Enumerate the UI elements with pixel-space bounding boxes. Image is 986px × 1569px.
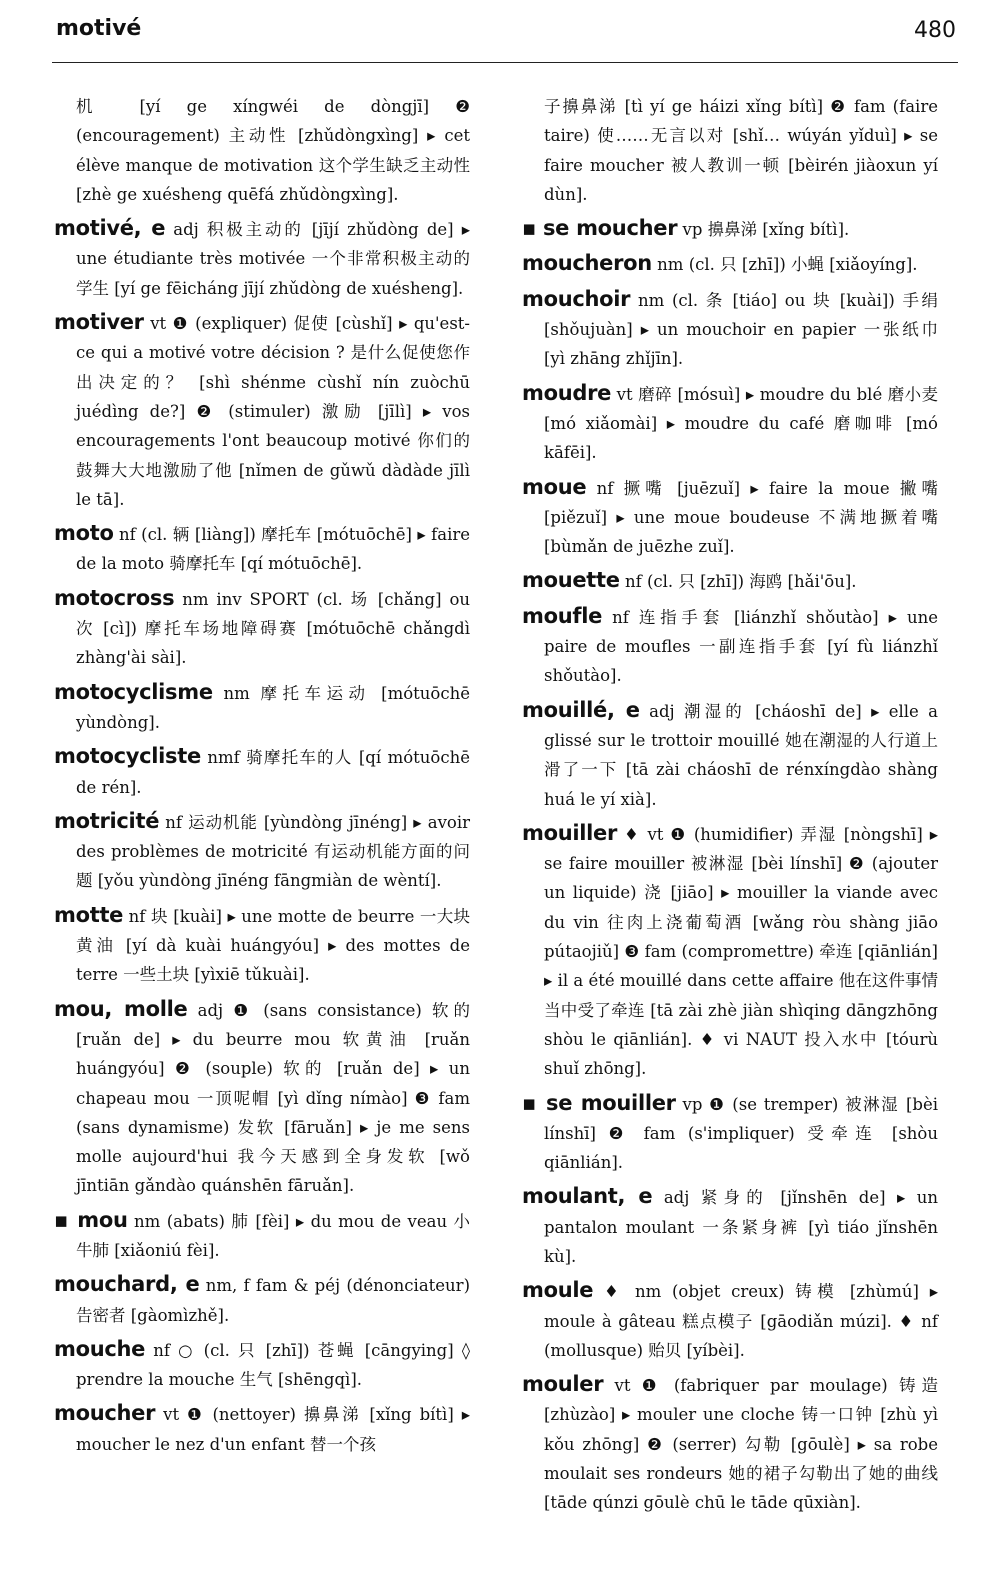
headword: motivé, e bbox=[54, 216, 166, 241]
dictionary-entry bbox=[54, 214, 470, 303]
guide-word: motivé bbox=[56, 16, 142, 41]
dictionary-entry bbox=[54, 1270, 470, 1330]
entry-definition: adj 积极主动的 [jījí zhǔdòng de] ▸ une étudiante très motivée 一个非常积极主动的学生 [yí ge fēicháng jījí zhǔdòng de xuésheng]. bbox=[76, 220, 470, 298]
dictionary-entry bbox=[54, 1335, 470, 1395]
headword: motricité bbox=[54, 808, 160, 833]
entry-definition: nf ○ (cl. 只 [zhī]) 苍蝇 [cāngying] ◊ prendre la mouche 生气 [shēngqì]. bbox=[76, 1340, 470, 1390]
headword: moudre bbox=[522, 380, 612, 405]
left-column bbox=[54, 92, 470, 1464]
headword: moule bbox=[522, 1278, 594, 1303]
headword: motocyclisme bbox=[54, 679, 213, 704]
entry-definition: nmf 骑摩托车的人 [qí mótuōchē de rén]. bbox=[76, 748, 470, 797]
entry-definition: adj 紧身的 [jǐnshēn de] ▸ un pantalon moulant 一条紧身裤 [yì tiáo jǐnshēn kù]. bbox=[544, 1188, 939, 1266]
dictionary-entry bbox=[54, 1399, 470, 1459]
dictionary-entry bbox=[522, 566, 938, 596]
entry-definition: adj 潮湿的 [cháoshī de] ▸ elle a glissé sur le trottoir mouillé 她在潮湿的人行道上滑了一下 [tā zài cháoshī de rénxíngdào shàng huá le yí xià]. bbox=[544, 701, 938, 809]
headword: moue bbox=[522, 474, 587, 499]
headword: mouillé, e bbox=[522, 697, 640, 722]
dictionary-entry bbox=[54, 519, 470, 579]
dictionary-entry bbox=[54, 584, 470, 673]
headword: ▪ se mouiller bbox=[522, 1090, 676, 1115]
dictionary-entry bbox=[54, 901, 470, 990]
page-number: 480 bbox=[914, 18, 956, 43]
right-column bbox=[522, 92, 938, 1523]
entry-definition: vt ❶ (nettoyer) 擤鼻涕 [xǐng bítì] ▸ moucher le nez d'un enfant 替一个孩 bbox=[76, 1405, 470, 1454]
dictionary-entry bbox=[522, 602, 938, 691]
headword: motocross bbox=[54, 585, 175, 610]
entry-definition: nm, f fam & péj (dénonciateur) 告密者 [gàomìzhě]. bbox=[76, 1276, 471, 1325]
headword: ▪ se moucher bbox=[522, 216, 678, 241]
entry-definition: nm (abats) 肺 [fèi] ▸ du mou de veau 小牛肺 [xiǎoniú fèi]. bbox=[76, 1211, 470, 1260]
entry-definition: nm (cl. 只 [zhī]) 小蝇 [xiǎoyíng]. bbox=[651, 255, 918, 275]
dictionary-entry bbox=[522, 473, 938, 562]
entry-definition: 机 [yí ge xíngwéi de dòngjī] ❷ (encouragement) 主动性 [zhǔdòngxìng] ▸ cet élève manque de motivation 这个学生缺乏主动性 [zhè ge xuésheng quēfá zhǔdòngxìng]. bbox=[76, 97, 470, 204]
headword: motocycliste bbox=[54, 744, 201, 769]
header-rule bbox=[52, 62, 958, 63]
dictionary-entry bbox=[522, 1089, 938, 1178]
dictionary-entry bbox=[522, 1182, 938, 1271]
entry-definition: nf 运动机能 [yùndòng jīnéng] ▸ avoir des problèmes de motricité 有运动机能方面的问题 [yǒu yùndòng jīnéng fāngmiàn de wèntí]. bbox=[76, 812, 470, 891]
entry-definition: adj ❶ (sans consistance) 软的 [ruǎn de] ▸ du beurre mou 软黄油 [ruǎn huángyóu] ❷ (souple) 软的 [ruǎn de] ▸ un chapeau mou 一顶呢帽 [yì dǐng nímào] ❸ fam (sans dynamisme) 发软 [fāruǎn] ▸ je me sens molle aujourd'hui 我今天感到全身发软 [wǒ jīntiān gǎndào quánshēn fāruǎn]. bbox=[76, 1000, 471, 1196]
entry-definition: ♦ vt ❶ (humidifier) 弄湿 [nòngshī] ▸ se faire mouiller 被淋湿 [bèi línshī] ❷ (ajouter un liquide) 浇 [jiāo] ▸ mouiller la viande avec du vin 往肉上浇葡萄酒 [wǎng ròu shàng jiāo pútaojiǔ] ❸ fam (compromettre) 牵连 [qiānlián] ▸ il a été mouillé dans cette affaire 他在这件事情当中受了牵连 [tā zài zhè jiàn shìqing dāngzhōng shòu le qiānlián]. ♦ vi NAUT 投入水中 [tóurù shuǐ zhōng]. bbox=[544, 824, 938, 1079]
dictionary-entry bbox=[54, 742, 470, 802]
entry-definition: vt ❶ (fabriquer par moulage) 铸造 [zhùzào] ▸ mouler une cloche 铸一口钟 [zhù yì kǒu zhōng] ❷ (serrer) 勾勒 [gōulè] ▸ sa robe moulait ses rondeurs 她的裙子勾勒出了她的曲线 [tāde qúnzi gōulè chū le tāde qūxiàn]. bbox=[544, 1376, 938, 1513]
dictionary-entry bbox=[54, 92, 470, 209]
dictionary-entry bbox=[522, 1276, 938, 1365]
entry-definition: vt 磨碎 [mósuì] ▸ moudre du blé 磨小麦 [mó xiǎomài] ▸ moudre du café 磨咖啡 [mó kāfēi]. bbox=[544, 384, 938, 463]
headword: mouchoir bbox=[522, 286, 631, 311]
headword: motte bbox=[54, 902, 124, 927]
headword: mouler bbox=[522, 1372, 604, 1397]
entry-definition: vp 擤鼻涕 [xǐng bítì]. bbox=[677, 220, 850, 240]
entry-definition: vt ❶ (expliquer) 促使 [cùshǐ] ▸ qu'est-ce qui a motivé votre décision ? 是什么促使您作出决定的？ [shì shénme cùshǐ nín zuòchū juédìng de?] ❷ (stimuler) 激励 [jīlì] ▸ vos encouragements l'ont beaucoup motivé 你们的鼓舞大大地激励了他 [nǐmen de gǔwǔ dàdàde jīlì le tā]. bbox=[76, 314, 470, 509]
dictionary-entry bbox=[54, 995, 470, 1201]
headword: moufle bbox=[522, 603, 603, 628]
dictionary-entry bbox=[54, 807, 470, 896]
headword: ▪ mou bbox=[54, 1207, 128, 1232]
headword: motiver bbox=[54, 310, 144, 335]
headword: moto bbox=[54, 521, 114, 546]
entry-definition: nf (cl. 辆 [liàng]) 摩托车 [mótuōchē] ▸ faire de la moto 骑摩托车 [qí mótuōchē]. bbox=[76, 525, 470, 574]
entry-definition: vp ❶ (se tremper) 被淋湿 [bèi línshī] ❷ fam (s'impliquer) 受牵连 [shòu qiānlián]. bbox=[544, 1094, 938, 1173]
dictionary-entry bbox=[522, 249, 938, 279]
entry-definition: nm 摩托车运动 [mótuōchē yùndòng]. bbox=[76, 683, 470, 732]
headword: mouchard, e bbox=[54, 1272, 200, 1297]
entry-definition: nf (cl. 只 [zhī]) 海鸥 [hǎi'ōu]. bbox=[619, 572, 857, 592]
dictionary-entry bbox=[522, 92, 938, 209]
dictionary-entry bbox=[522, 696, 938, 814]
headword: mouche bbox=[54, 1336, 146, 1361]
headword: moucheron bbox=[522, 251, 652, 276]
dictionary-entry bbox=[54, 678, 470, 738]
dictionary-entry bbox=[522, 1370, 938, 1517]
headword: mou, molle bbox=[54, 996, 188, 1021]
entry-definition: nm (cl. 条 [tiáo] ou 块 [kuài]) 手绢 [shǒujuàn] ▸ un mouchoir en papier 一张纸巾 [yì zhāng zhǐjīn]. bbox=[544, 290, 938, 369]
dictionary-entry bbox=[522, 379, 938, 468]
headword: moucher bbox=[54, 1401, 156, 1426]
headword: mouiller bbox=[522, 820, 618, 845]
dictionary-entry bbox=[54, 1206, 470, 1266]
headword: moulant, e bbox=[522, 1184, 653, 1209]
dictionary-entry bbox=[522, 285, 938, 374]
entry-definition: ♦ nm (objet creux) 铸模 [zhùmú] ▸ moule à gâteau 糕点模子 [gāodiǎn múzi]. ♦ nf (mollusque) 贻贝 [yíbèi]. bbox=[544, 1282, 938, 1360]
dictionary-entry bbox=[522, 214, 938, 244]
dictionary-entry bbox=[54, 308, 470, 514]
entry-definition: nf 连指手套 [liánzhǐ shǒutào] ▸ une paire de moufles 一副连指手套 [yí fù liánzhǐ shǒutào]. bbox=[544, 607, 938, 686]
entry-definition: nf 块 [kuài] ▸ une motte de beurre 一大块黄油 [yí dà kuài huángyóu] ▸ des mottes de terre 一些土块 [yìxiē tǔkuài]. bbox=[76, 906, 470, 985]
entry-definition: nf 撅嘴 [juēzuǐ] ▸ faire la moue 撇嘴 [piězuǐ] ▸ une moue boudeuse 不满地撅着嘴 [bùmǎn de juēzhe zuǐ]. bbox=[544, 478, 938, 557]
dictionary-entry bbox=[522, 819, 938, 1084]
headword: mouette bbox=[522, 568, 620, 593]
entry-definition: 子擤鼻涕 [tì yí ge háizi xǐng bítì] ❷ fam (faire taire) 使……无言以对 [shǐ… wúyán yǐduì] ▸ se faire moucher 被人教训一顿 [bèirén jiàoxun yí dùn]. bbox=[544, 97, 938, 204]
entry-definition: nm inv SPORT (cl. 场 [chǎng] ou 次 [cì]) 摩托车场地障碍赛 [mótuōchē chǎngdì zhàng'ài sài]. bbox=[76, 589, 470, 668]
